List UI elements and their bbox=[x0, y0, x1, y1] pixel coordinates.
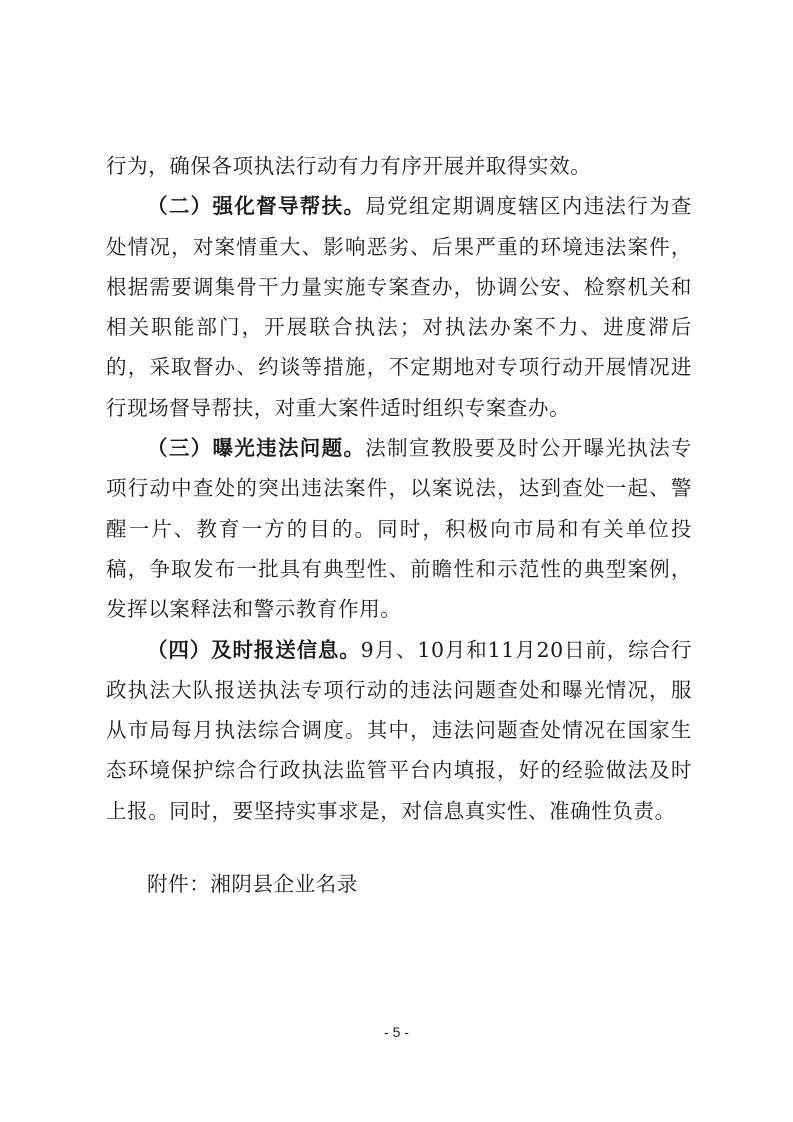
section-exposure bbox=[106, 428, 692, 629]
paragraph-text: 行为，确保各项执法行动有力有序开展并取得实效。 bbox=[106, 154, 592, 178]
section-heading: （二）强化督导帮扶。 bbox=[147, 194, 366, 219]
section-supervision bbox=[106, 186, 692, 428]
document-body bbox=[106, 146, 692, 831]
section-text: 法制宣教股要及时公开曝光执法专项行动中查处的突出违法案件，以案说法，达到查处一起、警醒一片、教育一方的目的。同时，积极向市局和有关单位投稿，争取发布一批具有典型性、前瞻性和示范性的典型案例，发挥以案释法和警示教育作用。 bbox=[106, 436, 693, 622]
section-heading: （四）及时报送信息。 bbox=[147, 637, 361, 662]
section-reporting bbox=[106, 630, 692, 831]
section-text: 9月、10月和11月20日前，综合行政执法大队报送执法专项行动的违法问题查处和曝光情况，服从市局每月执法综合调度。其中，违法问题查处情况在国家生态环境保护综合行政执法监管平台内填报，好的经验做法及时上报。同时，要坚持实事求是，对信息真实性、准确性负责。 bbox=[106, 637, 692, 823]
section-text: 局党组定期调度辖区内违法行为查处情况，对案情重大、影响恶劣、后果严重的环境违法案件，根据需要调集骨干力量实施专案查办，协调公安、检察机关和相关职能部门，开展联合执法；对执法办案不力、进度滞后的，采取督办、约谈等措施，不定期地对专项行动开展情况进行现场督导帮扶，对重大案件适时组织专案查办。 bbox=[106, 194, 693, 420]
continuation-paragraph bbox=[106, 146, 692, 186]
attachment-line: 附件：湘阴县企业名录 bbox=[147, 872, 358, 896]
section-heading: （三）曝光违法问题。 bbox=[147, 436, 366, 461]
page-number: - 5 - bbox=[384, 1024, 409, 1040]
